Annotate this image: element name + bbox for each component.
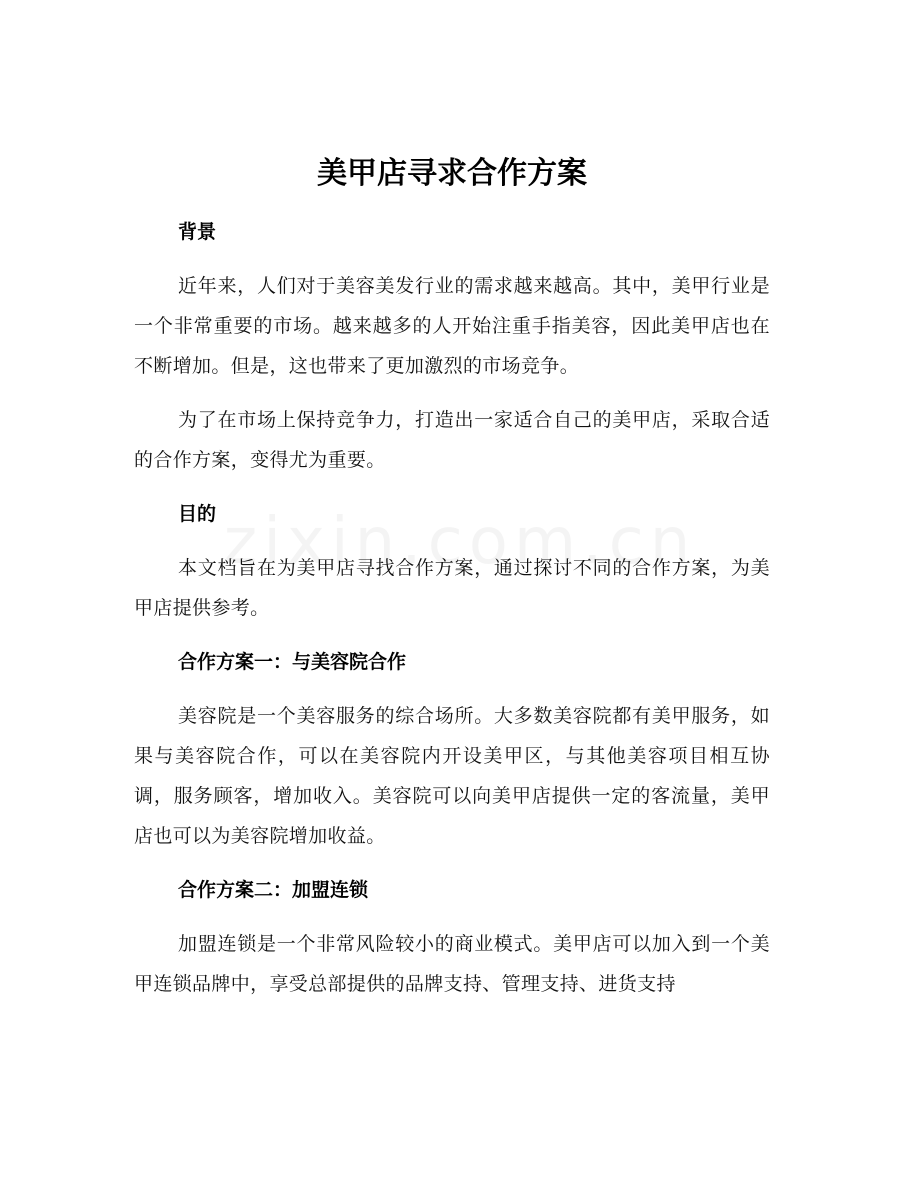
paragraph: 本文档旨在为美甲店寻找合作方案，通过探讨不同的合作方案，为美甲店提供参考。 <box>134 557 770 619</box>
paragraph: 美容院是一个美容服务的综合场所。大多数美容院都有美甲服务，如果与美容院合作，可以在美容院内开设美甲区，与其他美容项目相互协调，服务顾客，增加收入。美容院可以向美甲店提供一定的客流量，美甲店也可以为美容院增加收益。 <box>134 705 770 847</box>
paragraph: 为了在市场上保持竞争力，打造出一家适合自己的美甲店，采取合适的合作方案，变得尤为重要。 <box>134 409 770 471</box>
section-heading-plan-two: 合作方案二：加盟连锁 <box>178 879 369 901</box>
section-heading-background: 背景 <box>178 221 217 243</box>
section-heading-purpose: 目的 <box>178 503 217 525</box>
section-heading-plan-one: 合作方案一：与美容院合作 <box>178 651 407 673</box>
paragraph: 近年来，人们对于美容美发行业的需求越来越高。其中，美甲行业是一个非常重要的市场。越来越多的人开始注重手指美容，因此美甲店也在不断增加。但是，这也带来了更加激烈的市场竞争。 <box>134 275 770 377</box>
document-title: 美甲店寻求合作方案 <box>317 156 587 191</box>
document-body <box>134 148 770 1018</box>
paragraph: 加盟连锁是一个非常风险较小的商业模式。美甲店可以加入到一个美甲连锁品牌中，享受总部提供的品牌支持、管理支持、进货支持 <box>134 933 770 995</box>
